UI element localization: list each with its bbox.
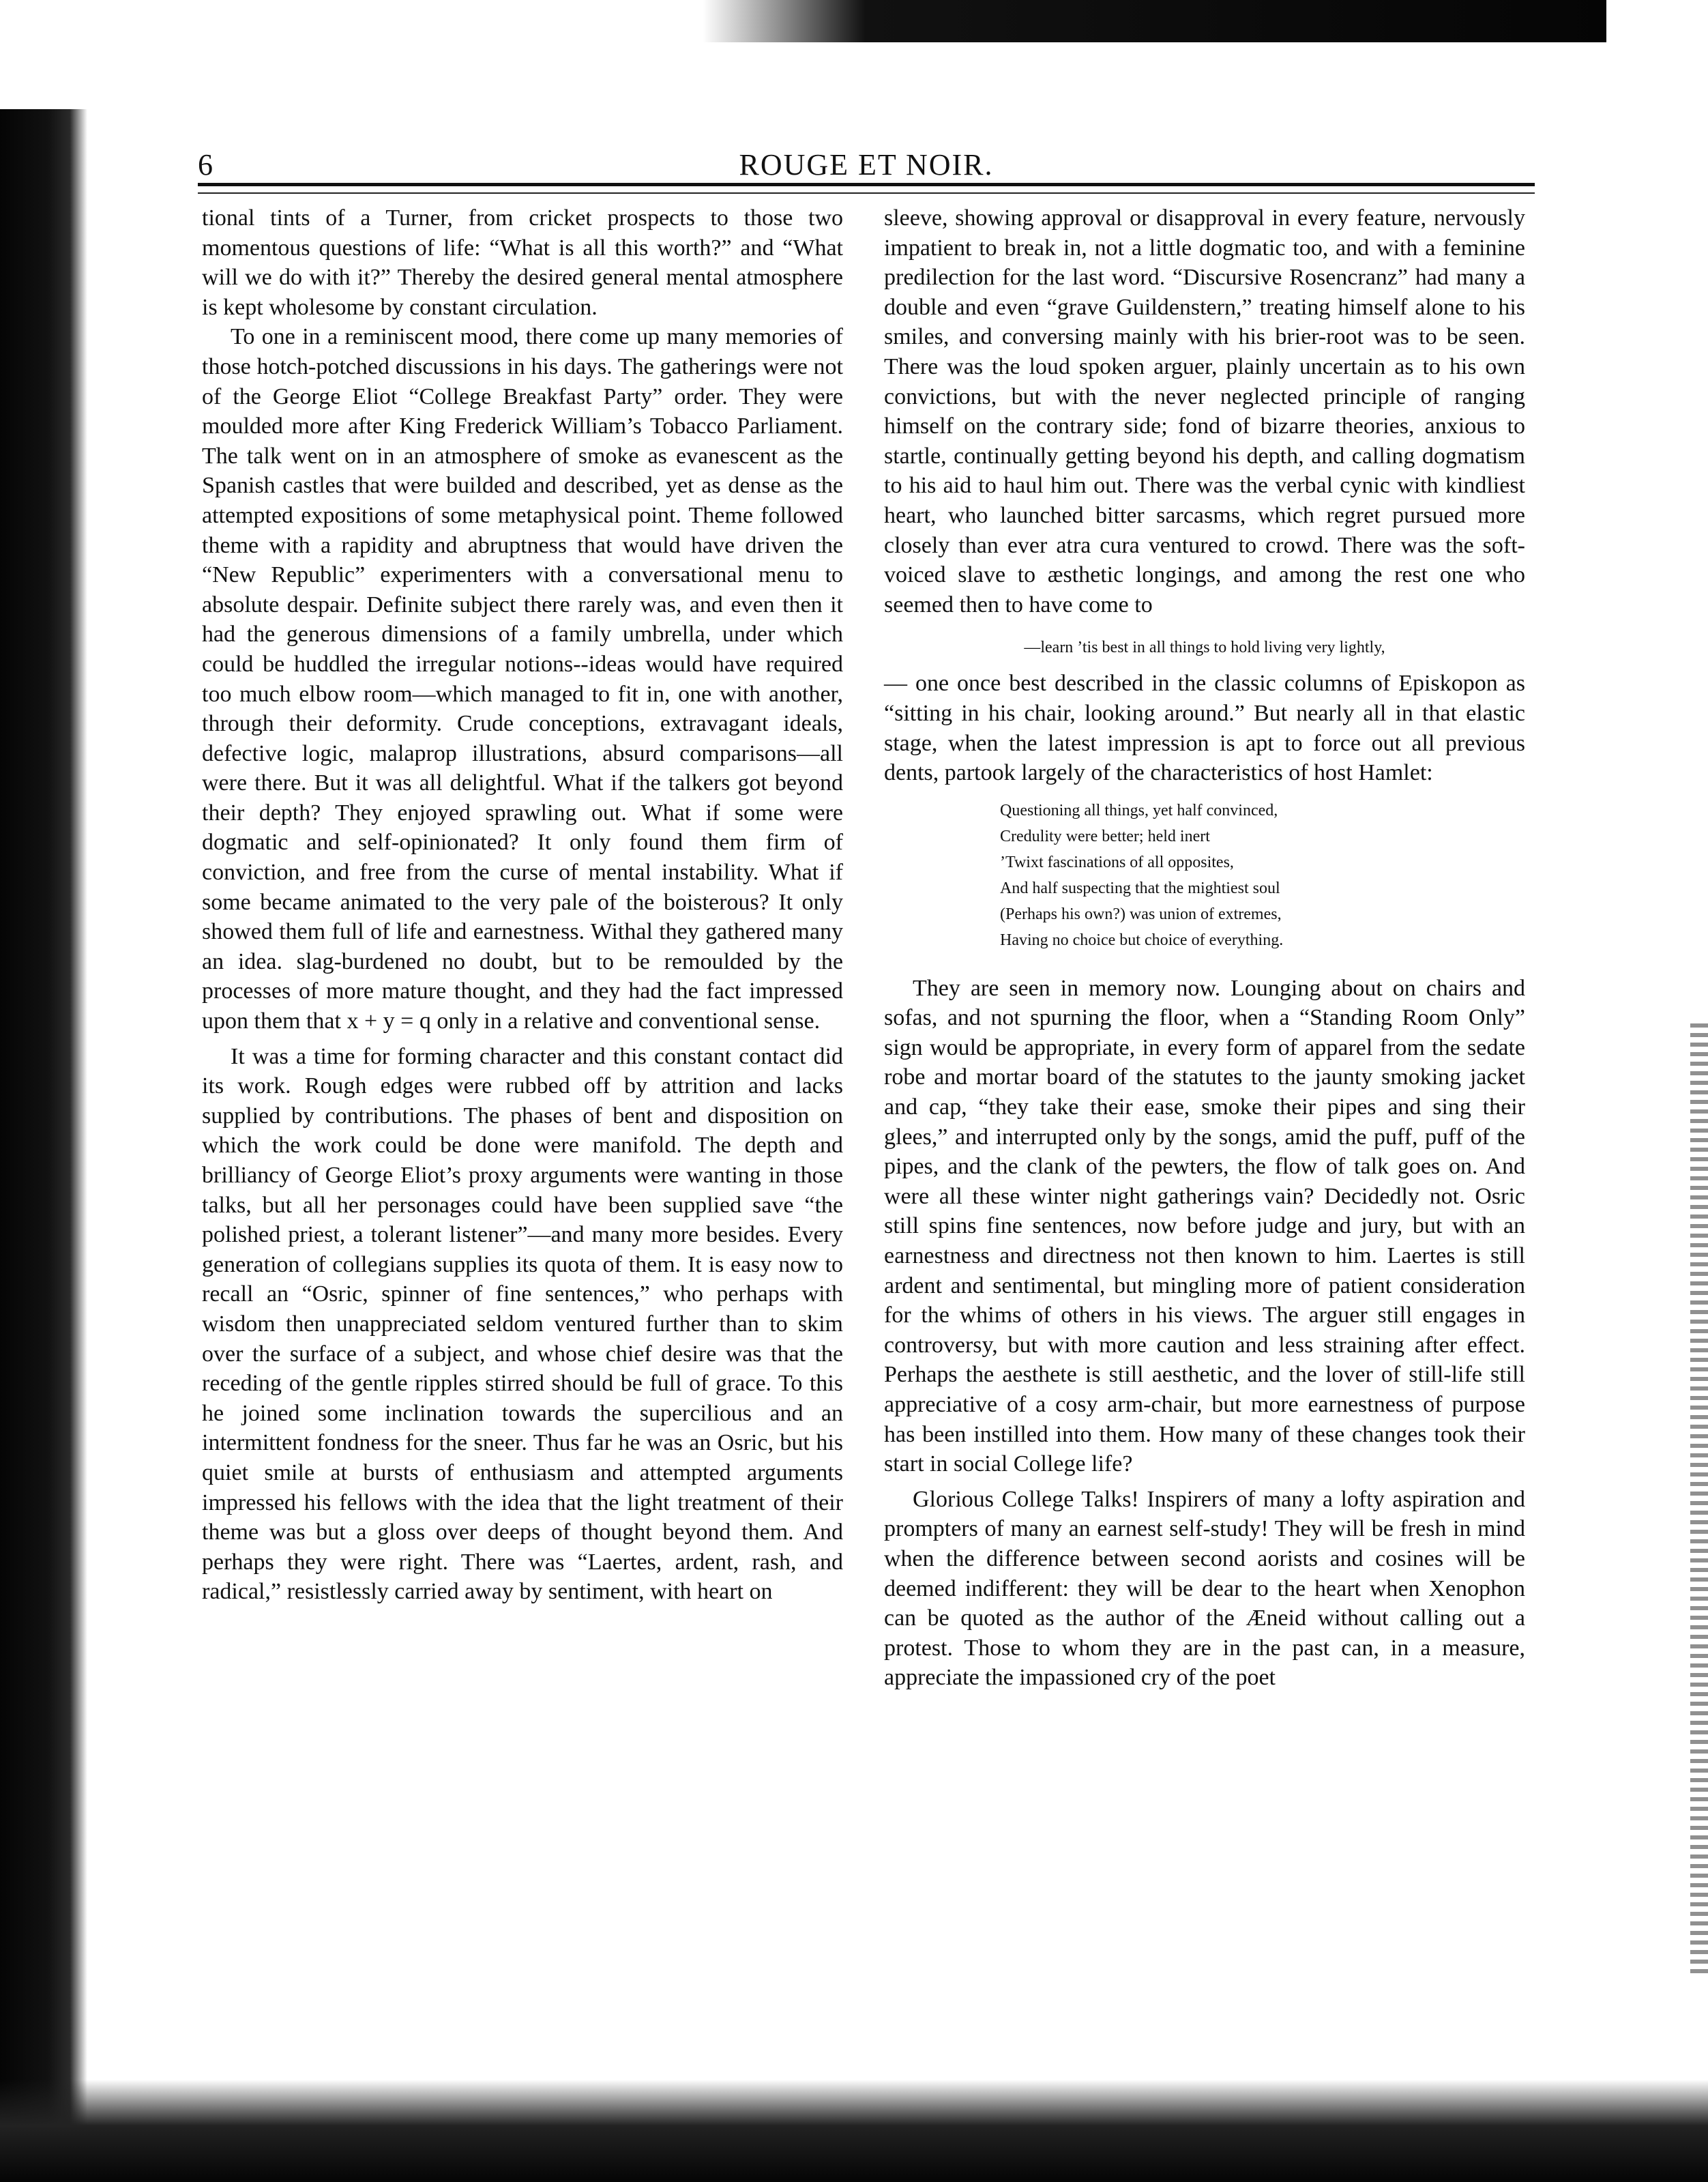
quoted-verse-line: —learn ’tis best in all things to hold living very lightly, <box>1024 639 1385 657</box>
right-paragraph-4: Glorious College Talks! Inspirers of many a lofty aspiration and prompters of many an earnest self-study! They will be fresh in mind when the difference between second aorists and cosines will be deemed indifferent: they will be dear to the heart when Xenophon can be quoted as the author of the Æneid without calling out a protest. Those to whom they are in the past can, in a measure, appreciate the impassioned cry of the poet <box>884 1486 1525 1691</box>
page-number: 6 <box>198 148 213 181</box>
right-column <box>884 203 1525 2059</box>
stanza-line: ’Twixt fascinations of all opposites, <box>1000 853 1234 871</box>
header-rule-thin <box>198 192 1535 194</box>
right-paragraph-1: sleeve, showing approval or disapproval in every feature, nervously impatient to break in, not a little dogmatic too, and with a feminine predilection for the last word. “Discursive Rosencranz” had many a double and even “grave Guildenstern,” treating himself alone to his smiles, and conversing mainly with his brier-root was to be seen. There was the loud spoken arguer, plainly uncertain as to his own convictions, but with the never neglected principle of ranging himself on the contrary side; fond of bizarre theories, anxious to startle, continually getting beyond his depth, and calling dogmatism to his aid to haul him out. There was the verbal cynic with kindliest heart, who launched bitter sarcasms, which regret pursued more closely than ever atra cura ventured to crowd. There was the soft-voiced slave to æsthetic longings, and among the rest one who seemed then to have come to <box>884 205 1525 617</box>
left-paragraph-1: tional tints of a Turner, from cricket prospects to those two momentous questions of life: “What is all this worth?” and “What will we do with it?” Thereby the desired general mental atmosphere is kept wholesome by constant circulation. <box>202 205 843 320</box>
stanza-line: (Perhaps his own?) was union of extremes, <box>1000 905 1282 923</box>
scan-shadow-right <box>1690 1023 1708 1979</box>
left-paragraph-3: It was a time for forming character and this constant contact did its work. Rough edges were rubbed off by attrition and lacks supplied by contributions. The phases of bent and disposition on which the work could be done were manifold. The depth and brilliancy of George Eliot’s proxy arguments were wanting in those talks, but all her personages could have been supplied save “the polished priest, a tolerant listener”—and many more besides. Every generation of collegians supplies its quota of them. It is easy now to recall an “Osric, spinner of fine sentences,” who perhaps with wisdom then unappreciated seldom ventured further than to skim over the surface of a subject, and whose chief desire was that the receding of the gentle ripples stirred should be full of grace. To this he joined some inclination towards the supercilious and an intermittent fondness for the sneer. Thus far he was an Osric, but his quiet smile at bursts of enthusiasm and attempted arguments impressed his fellows with the idea that the light treatment of their theme was but a gloss over deeps of thought beyond them. And perhaps they were right. There was “Laertes, ardent, rash, and radical,” resistlessly carried away by sentiment, with heart on <box>202 1043 843 1605</box>
stanza-line: Having no choice but choice of everything. <box>1000 931 1284 949</box>
scan-shadow-top <box>703 0 1606 42</box>
stanza-line: Questioning all things, yet half convinced, <box>1000 801 1278 819</box>
header-rule-thick <box>198 183 1535 186</box>
running-head: ROUGE ET NOIR. <box>739 148 994 181</box>
stanza-line: And half suspecting that the mightiest soul <box>1000 879 1280 897</box>
left-paragraph-2: To one in a reminiscent mood, there come up many memories of those hotch-potched discussions in his days. The gatherings were not of the George Eliot “College Breakfast Party” order. They were moulded more after King Frederick William’s Tobacco Parliament. The talk went on in an atmosphere of smoke as evanescent as the Spanish castles that were builded and described, yet as dense as the attempted expositions of some metaphysical point. Theme followed theme with a rapidity and abruptness that would have driven the “New Republic” experimenters with a conversational menu to absolute despair. Definite subject there rarely was, and even then it had the generous dimensions of a family umbrella, under which could be huddled the irregular notions--ideas would have required too much elbow room—which managed to fit in, one with another, through their deformity. Crude conceptions, extravagant ideals, defective logic, malaprop illustrations, absurd comparisons—all were there. But it was all delightful. What if the talkers got beyond their depth? They enjoyed sprawling out. What if some were dogmatic and self-opinionated? It only found them firm of conviction, and free from the curse of mental instability. What if some became animated to the very pale of the boisterous? It only showed them full of life and earnestness. Withal they gathered many an idea. slag-burdened no doubt, but to be remoulded by the processes of more mature thought, and they had the fact impressed upon them that x + y = q only in a relative and conventional sense. <box>202 324 843 1034</box>
right-paragraph-2: — one once best described in the classic columns of Episkopon as “sitting in his chair, looking around.” But nearly all in that elastic stage, when the latest impression is apt to force out all previous dents, partook largely of the characteristics of host Hamlet: <box>884 671 1525 786</box>
scan-shadow-bottom <box>0 2080 1708 2182</box>
stanza-line: Credulity were better; held inert <box>1000 827 1210 845</box>
left-column <box>202 203 843 2059</box>
right-paragraph-3: They are seen in memory now. Lounging about on chairs and sofas, and not spurning the floor, when a “Standing Room Only” sign would be appropriate, in every form of apparel from the sedate robe and mortar board of the statutes to the jaunty smoking jacket and cap, “they take their ease, smoke their pipes and sing their glees,” and interrupted only by the songs, amid the puff, puff of the pipes, and the clank of the pewters, the flow of talk goes on. And were all these winter night gatherings vain? Decidedly not. Osric still spins fine sentences, now before judge and jury, but with an earnestness and directness not then known to him. Laertes is still ardent and sentimental, but mingling more of patient consideration for the whims of others in his views. The arguer still engages in controversy, but with more caution and less straining after effect. Perhaps the aesthete is still aesthetic, and the lover of still-life still appreciative of a cosy arm-chair, but more earnestness of purpose has been instilled into them. How many of these changes took their start in social College life? <box>884 975 1525 1477</box>
scan-shadow-left <box>0 109 87 2142</box>
verse-stanza <box>884 798 1525 953</box>
page-header <box>198 136 1535 184</box>
